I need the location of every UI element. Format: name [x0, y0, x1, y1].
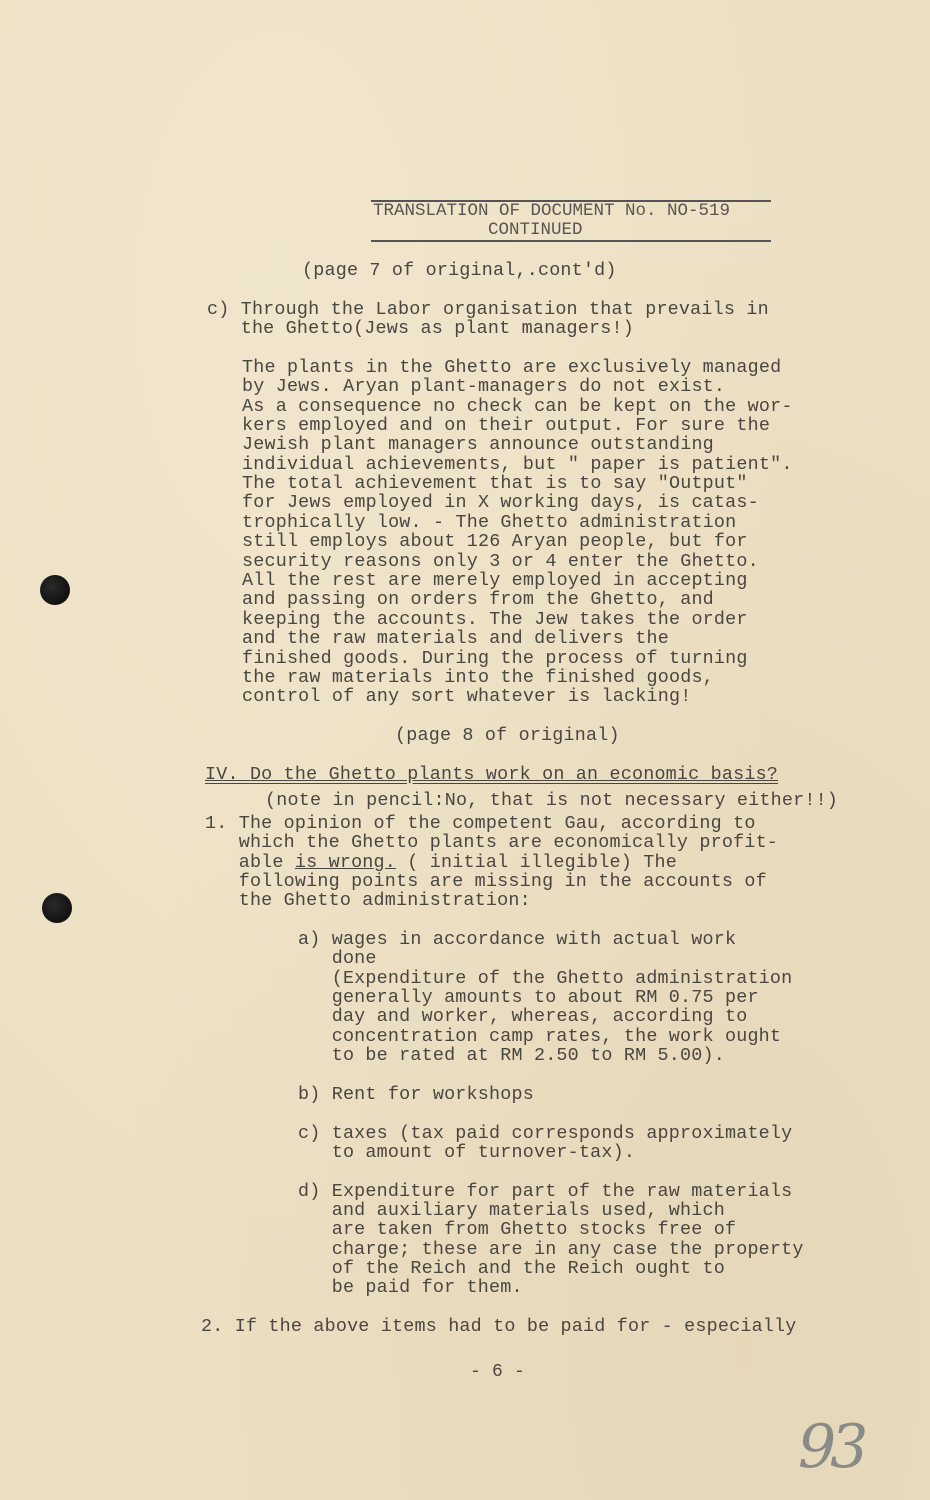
body-line: Jewish plant managers announce outstanding [242, 434, 714, 455]
underlined-is-wrong: is wrong. [294, 852, 397, 873]
page-reference-8: (page 8 of original) [395, 725, 620, 746]
subitem-a-line: generally amounts to about RM 0.75 per [298, 987, 759, 1008]
body-line: and the raw materials and delivers the [242, 628, 669, 649]
subitem-b-line: b) Rent for workshops [298, 1084, 534, 1105]
document-header [371, 200, 771, 242]
subitem-a-line: day and worker, whereas, according to [298, 1006, 748, 1027]
body-line: All the rest are merely employed in accepting [242, 570, 748, 591]
subitem-d-line: are taken from Ghetto stocks free of [298, 1219, 737, 1240]
handwritten-folio-number: 93 [798, 1412, 863, 1482]
item-1-line-1: 1. The opinion of the competent Gau, according to [205, 813, 756, 834]
item-1-line-5: the Ghetto administration: [205, 890, 531, 911]
body-line: and passing on orders from the Ghetto, and [242, 589, 714, 610]
body-line: control of any sort whatever is lacking! [242, 686, 692, 707]
subitem-c-line: c) taxes (tax paid corresponds approximately [298, 1123, 793, 1144]
body-line: for Jews employed in X working days, is catas- [242, 492, 759, 513]
subitem-a-line: to be rated at RM 2.50 to RM 5.00). [298, 1045, 725, 1066]
body-line: kers employed and on their output. For sure the [242, 415, 771, 436]
section-c-heading-1: c) Through the Labor organisation that prevails in [207, 299, 769, 320]
punch-hole-top [40, 575, 70, 605]
body-line: keeping the accounts. The Jew takes the order [242, 609, 748, 630]
subitem-d-line: d) Expenditure for part of the raw materials [298, 1181, 793, 1202]
body-line: trophically low. - The Ghetto administration [242, 512, 737, 533]
item-1-line-4: following points are missing in the accounts of [205, 871, 767, 892]
body-line: security reasons only 3 or 4 enter the Ghetto. [242, 551, 759, 572]
subitem-d-line: charge; these are in any case the property [298, 1239, 804, 1260]
item-1-line-2: which the Ghetto plants are economically profit- [205, 832, 779, 853]
document-title: TRANSLATION OF DOCUMENT No. NO-519 [373, 201, 731, 221]
subitem-a-line: done [298, 948, 377, 969]
subitem-d-line: and auxiliary materials used, which [298, 1200, 725, 1221]
body-line: As a consequence no check can be kept on the wor- [242, 396, 793, 417]
punch-hole-bottom [42, 893, 72, 923]
item-1-line-3-post: ( initial illegible) The [396, 852, 677, 873]
subitem-c-line: to amount of turnover-tax). [298, 1142, 636, 1163]
item-1-line-3 [205, 853, 677, 872]
item-1-line-3-pre: able [205, 852, 295, 873]
document-subtitle: CONTINUED [488, 220, 583, 240]
subitem-a-line: a) wages in accordance with actual work [298, 929, 737, 950]
item-2-line: 2. If the above items had to be paid for - especially [201, 1316, 797, 1337]
pencil-note: (note in pencil:No, that is not necessary either!!) [265, 790, 839, 811]
body-line: finished goods. During the process of turning [242, 648, 748, 669]
section-c-heading-2: the Ghetto(Jews as plant managers!) [207, 318, 634, 339]
page-number: - 6 - [470, 1362, 526, 1382]
subitem-d-line: be paid for them. [298, 1277, 523, 1298]
subitem-a-line: concentration camp rates, the work ought [298, 1026, 782, 1047]
body-line: the raw materials into the finished goods, [242, 667, 714, 688]
section-iv-heading: IV. Do the Ghetto plants work on an economic basis? [205, 764, 779, 785]
subitem-a-line: (Expenditure of the Ghetto administration [298, 968, 793, 989]
body-line: still employs about 126 Aryan people, but for [242, 531, 748, 552]
subitem-d-line: of the Reich and the Reich ought to [298, 1258, 725, 1279]
body-line: individual achievements, but " paper is patient". [242, 454, 793, 475]
body-line: The plants in the Ghetto are exclusively managed [242, 357, 782, 378]
page-reference-7: (page 7 of original,.cont'd) [302, 260, 617, 281]
body-line: The total achievement that is to say "Output" [242, 473, 748, 494]
body-line: by Jews. Aryan plant-managers do not exist. [242, 376, 726, 397]
